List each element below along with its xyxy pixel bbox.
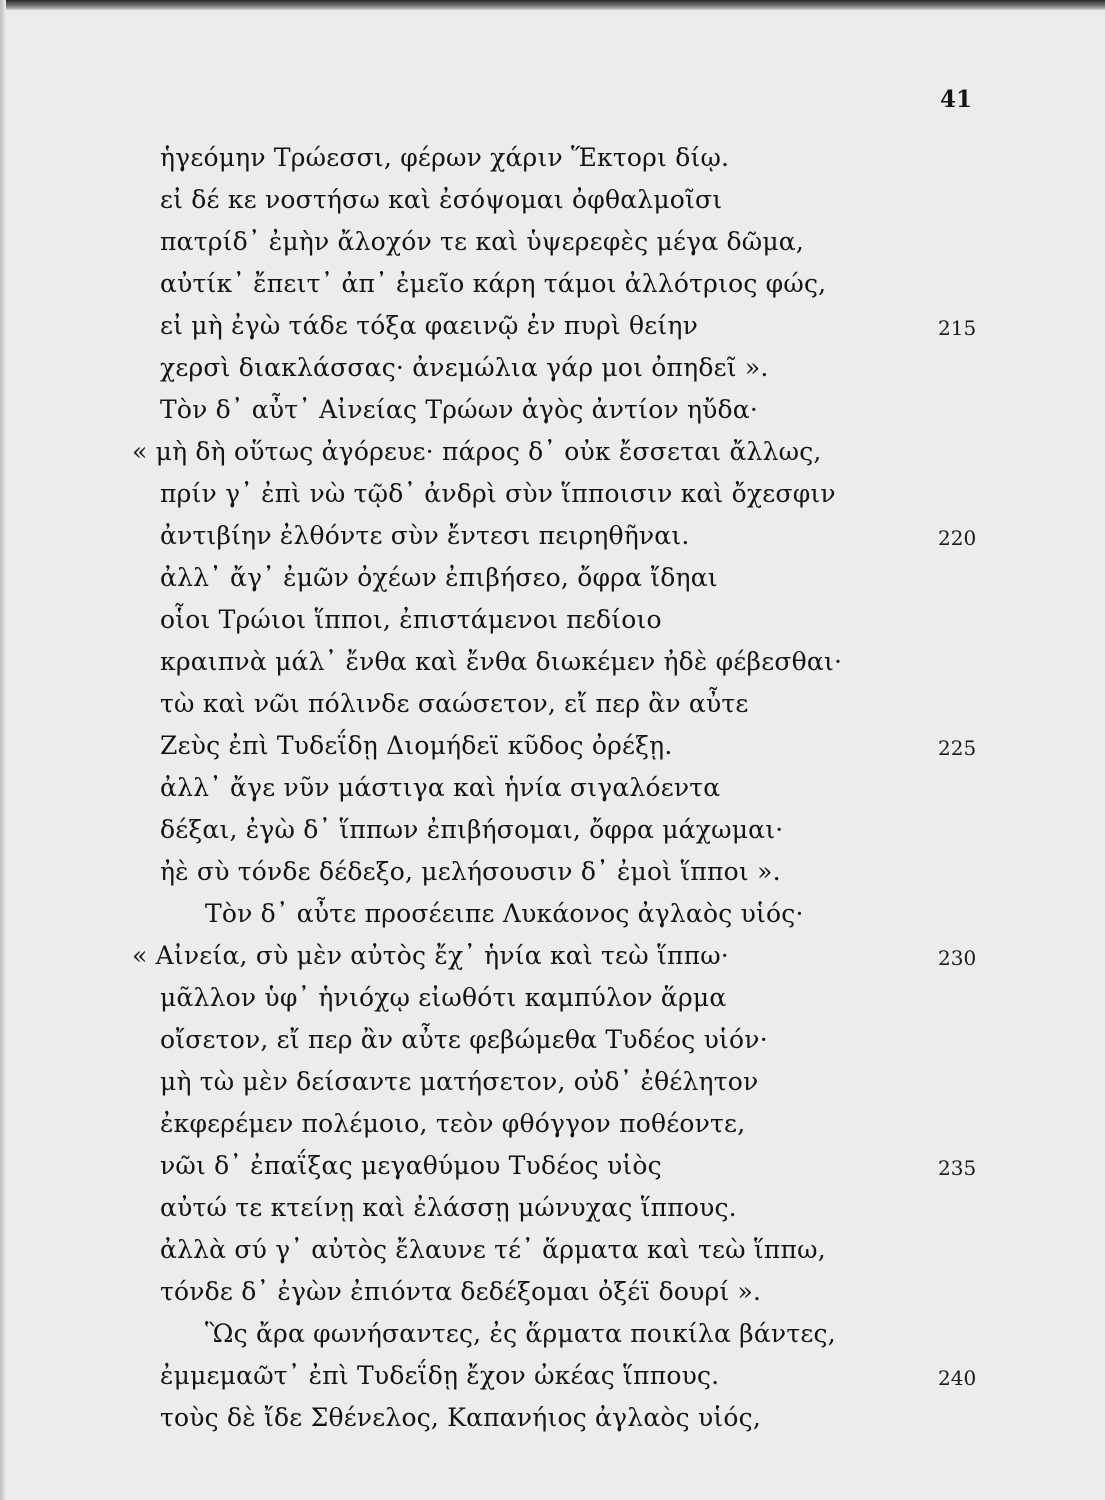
verse-line: νῶι δ᾽ ἐπαΐξας μεγαθύμου Τυδέος υἱὸς (160, 1151, 662, 1180)
verse-line: εἰ μὴ ἐγὼ τάδε τόξα φαεινῷ ἐν πυρὶ θείην (160, 311, 698, 340)
verse-line: Τὸν δ᾽ αὖτ᾽ Αἰνείας Τρώων ἀγὸς ἀντίον ηὔδα· (160, 395, 759, 424)
scan-left-edge (0, 0, 6, 1500)
verse-line: τὼ καὶ νῶι πόλινδε σαώσετον, εἴ περ ἂν αὖτε (160, 689, 749, 718)
page-number: 41 (940, 86, 973, 113)
verse-line: μὴ τὼ μὲν δείσαντε ματήσετον, οὐδ᾽ ἐθέλητον (160, 1067, 759, 1096)
verse-line: χερσὶ διακλάσσας· ἀνεμώλια γάρ μοι ὀπηδεῖ ». (160, 353, 769, 382)
line-number: 240 (938, 1366, 977, 1390)
verse-line: τοὺς δὲ ἴδε Σθένελος, Καπανήιος ἀγλαὸς υἱός, (160, 1403, 762, 1432)
verse-line: ἀλλ᾽ ἄγε νῦν μάστιγα καὶ ἡνία σιγαλόεντα (160, 773, 721, 802)
verse-line: οἴσετον, εἴ περ ἂν αὖτε φεβώμεθα Τυδέος υἱόν· (160, 1025, 768, 1054)
line-number: 220 (938, 526, 977, 550)
verse-line: αὐτώ τε κτείνῃ καὶ ἐλάσσῃ μώνυχας ἵππους. (160, 1193, 737, 1222)
line-number: 215 (938, 316, 977, 340)
verse-line: ἀλλὰ σύ γ᾽ αὐτὸς ἔλαυνε τέ᾽ ἅρματα καὶ τεὼ ἵππω, (160, 1235, 826, 1264)
verse-line: ἠὲ σὺ τόνδε δέδεξο, μελήσουσιν δ᾽ ἐμοὶ ἵπποι ». (160, 857, 781, 886)
verse-line: μᾶλλον ὑφ᾽ ἡνιόχῳ εἰωθότι καμπύλον ἅρμα (160, 983, 727, 1012)
verse-line: δέξαι, ἐγὼ δ᾽ ἵππων ἐπιβήσομαι, ὄφρα μάχωμαι· (160, 815, 784, 844)
verse-line: Ὣς ἄρα φωνήσαντες, ἐς ἅρματα ποικίλα βάντες, (205, 1319, 836, 1348)
line-number: 235 (938, 1156, 977, 1180)
verse-line: ἡγεόμην Τρώεσσι, φέρων χάριν Ἕκτορι δίῳ. (160, 143, 730, 172)
verse-line: οἷοι Τρώιοι ἵπποι, ἐπιστάμενοι πεδίοιο (160, 605, 662, 634)
verse-line: τόνδε δ᾽ ἐγὼν ἐπιόντα δεδέξομαι ὀξέϊ δουρί ». (160, 1277, 762, 1306)
verse-line: ἐμμεμαῶτ᾽ ἐπὶ Τυδεΐδῃ ἔχον ὠκέας ἵππους. (160, 1361, 720, 1390)
verse-line: αὐτίκ᾽ ἔπειτ᾽ ἀπ᾽ ἐμεῖο κάρη τάμοι ἀλλότριος φώς, (160, 269, 827, 298)
line-number: 230 (938, 946, 977, 970)
verse-line: Ζεὺς ἐπὶ Τυδεΐδῃ Διομήδεϊ κῦδος ὀρέξῃ. (160, 731, 673, 760)
line-number: 225 (938, 736, 977, 760)
verse-line: « Αἰνεία, σὺ μὲν αὐτὸς ἔχ᾽ ἡνία καὶ τεὼ ἵππω· (132, 941, 729, 970)
verse-line: πρίν γ᾽ ἐπὶ νὼ τῷδ᾽ ἀνδρὶ σὺν ἵπποισιν καὶ ὄχεσφιν (160, 479, 836, 508)
verse-line: « μὴ δὴ οὕτως ἀγόρευε· πάρος δ᾽ οὐκ ἔσσεται ἄλλως, (132, 437, 822, 466)
verse-line: πατρίδ᾽ ἐμὴν ἄλοχόν τε καὶ ὑψερεφὲς μέγα δῶμα, (160, 227, 804, 256)
scan-top-edge (0, 0, 1105, 10)
verse-line: κραιπνὰ μάλ᾽ ἔνθα καὶ ἔνθα διωκέμεν ἠδὲ φέβεσθαι· (160, 647, 843, 676)
verse-line: ἀλλ᾽ ἄγ᾽ ἐμῶν ὀχέων ἐπιβήσεο, ὄφρα ἴδηαι (160, 563, 718, 592)
verse-line: εἰ δέ κε νοστήσω καὶ ἐσόψομαι ὀφθαλμοῖσι (160, 185, 723, 214)
verse-line: ἐκφερέμεν πολέμοιο, τεὸν φθόγγον ποθέοντε, (160, 1109, 746, 1138)
verse-line: ἀντιβίην ἐλθόντε σὺν ἔντεσι πειρηθῆναι. (160, 521, 690, 550)
verse-line: Τὸν δ᾽ αὖτε προσέειπε Λυκάονος ἀγλαὸς υἱός· (205, 899, 804, 928)
